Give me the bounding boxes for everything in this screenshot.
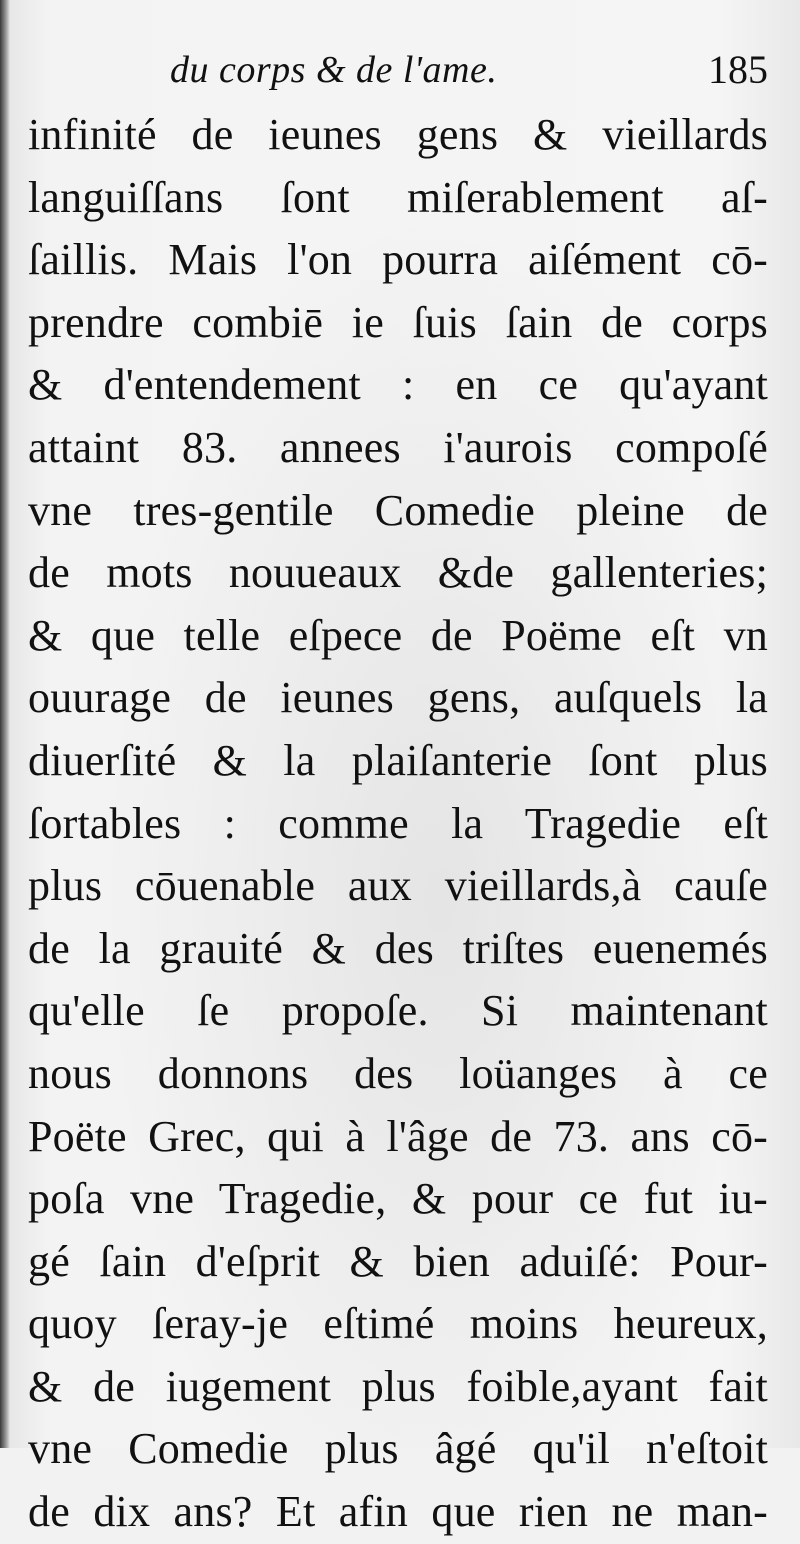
text-line-2: languiſſans ſont miſerablement aſ-	[28, 172, 768, 222]
text-line-14: de la grauité & des triſtes euenemés	[28, 923, 768, 973]
text-line-20: quoy ſeray-je eſtimé moins heureux,	[28, 1299, 768, 1349]
text-line-12: ſortables : comme la Tragedie eſt	[28, 798, 768, 848]
text-line-16: nous donnons des loüanges à ce	[28, 1048, 768, 1098]
text-line-8: de mots nouueaux &de gallenteries;	[28, 548, 768, 598]
text-line-6: attaint 83. annees i'aurois compoſé	[28, 422, 768, 472]
text-line-19: gé ſain d'eſprit & bien aduiſé: Pour-	[28, 1236, 768, 1286]
text-line-18: poſa vne Tragedie, & pour ce fut iu-	[28, 1174, 768, 1224]
text-line-10: ouurage de ieunes gens, auſquels la	[28, 673, 768, 723]
text-line-15: qu'elle ſe propoſe. Si maintenant	[28, 986, 768, 1036]
running-title: du corps & de l'ame.	[170, 49, 498, 91]
body-text	[28, 104, 768, 1544]
page-header	[0, 42, 800, 102]
text-line-7: vne tres-gentile Comedie pleine de	[28, 485, 768, 535]
text-line-9: & que telle eſpece de Poëme eſt vn	[28, 610, 768, 660]
text-line-3: ſaillis. Mais l'on pourra aiſément cō-	[28, 235, 768, 285]
page-number: 185	[708, 47, 768, 92]
text-line-5: & d'entendement : en ce qu'ayant	[28, 360, 768, 410]
text-line-13: plus cōuenable aux vieillards,à cauſe	[28, 861, 768, 911]
text-line-1: infinité de ieunes gens & vieillards	[28, 110, 768, 159]
text-line-4: prendre combiē ie ſuis ſain de corps	[28, 297, 768, 347]
text-line-22: vne Comedie plus âgé qu'il n'eſtoit	[28, 1424, 768, 1474]
page-gutter-shadow	[0, 0, 10, 1448]
text-line-21: & de iugement plus foible,ayant fait	[28, 1361, 768, 1411]
text-line-23: de dix ans? Et afin que rien ne man-	[28, 1487, 768, 1537]
text-line-11: diuerſité & la plaiſanterie ſont plus	[28, 735, 768, 785]
text-line-17: Poëte Grec, qui à l'âge de 73. ans cō-	[28, 1111, 768, 1161]
